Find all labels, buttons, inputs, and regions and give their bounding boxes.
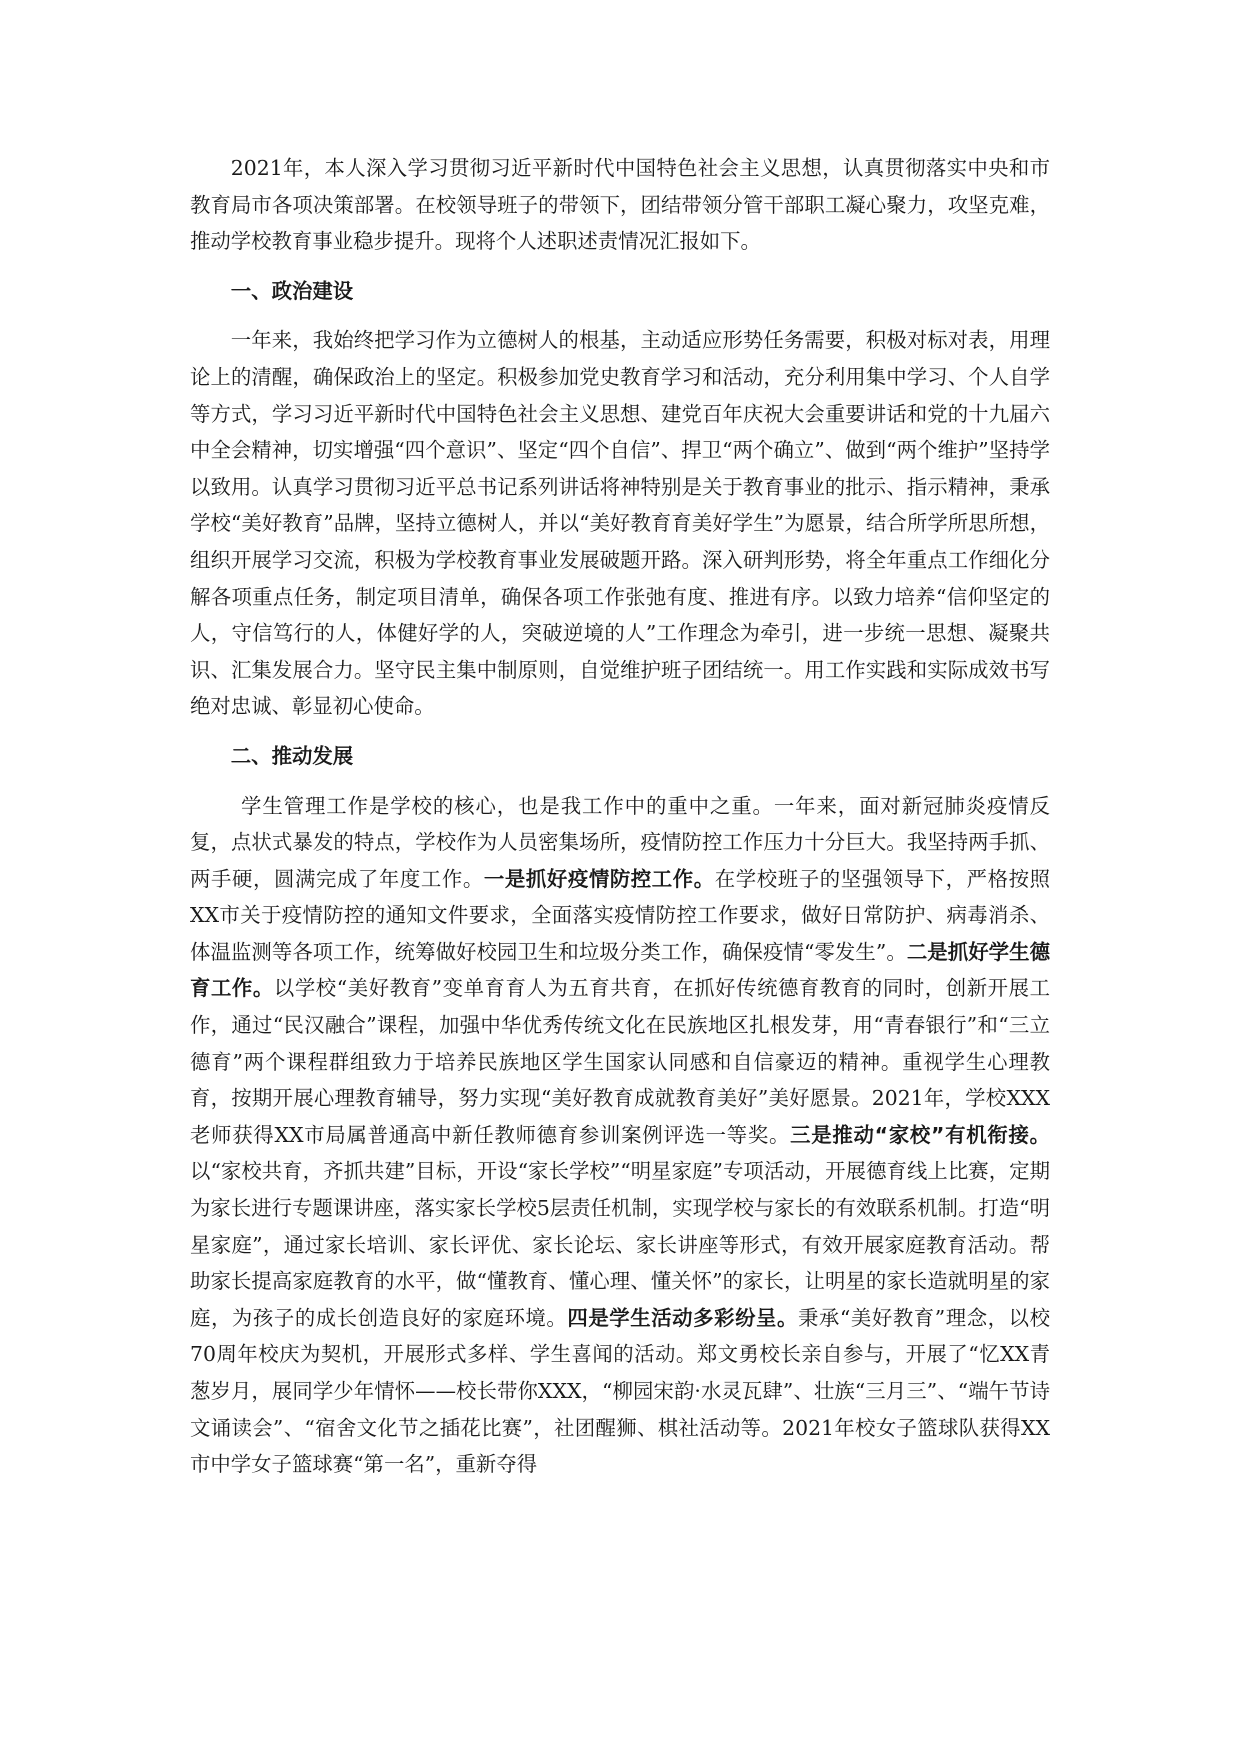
- development-text-5: 秉承“美好教育”理念，以校70周年校庆为契机，开展形式多样、学生喜闻的活动。郑文勇校长亲自参与，开展了“忆XX青葱岁月，展同学少年情怀——校长带你XXX，“柳园宋韵·水灵瓦肆”、壮族“三月三”、“端午节诗文诵读会”、“宿舍文化节之插花比赛”，社团醒狮、棋社活动等。2021年校女子篮球队获得XX市中学女子篮球赛“第一名”，重新夺得: [190, 1305, 1050, 1477]
- development-text-1: 学生管理工作是学校的核心，也是我工作中的重中之重。一年来，面对新冠肺炎疫情反复，点状式暴发的特点，学校作为人员密集场所，疫情防控工作压力十分巨大。我坚持两手抓、两手硬，圆满完成了年度工作。: [190, 793, 1050, 891]
- highlight-moral-education: 二是抓好学生德育工作。: [190, 939, 1050, 1001]
- section-heading-development: 二、推动发展: [230, 743, 354, 768]
- document-page: [190, 150, 1050, 1496]
- highlight-epidemic: 一是抓好疫情防控工作。: [483, 866, 715, 891]
- development-text-4: 以“家校共育，齐抓共建”目标，开设“家长学校”“明星家庭”专项活动，开展德育线上比赛，定期为家长进行专题课讲座，落实家长学校5层责任机制，实现学校与家长的有效联系机制。打造“明星家庭”，通过家长培训、家长评优、家长论坛、家长讲座等形式，有效开展家庭教育活动。帮助家长提高家庭教育的水平，做“懂教育、懂心理、懂关怀”的家长，让明星的家长造就明星的家庭，为孩子的成长创造良好的家庭环境。: [190, 1159, 1050, 1330]
- political-paragraph: 一年来，我始终把学习作为立德树人的根基，主动适应形势任务需要，积极对标对表，用理论上的清醒，确保政治上的坚定。积极参加党史教育学习和活动，充分利用集中学习、个人自学等方式，学习习近平新时代中国特色社会主义思想、建党百年庆祝大会重要讲话和党的十九届六中全会精神，切实增强“四个意识”、坚定“四个自信”、捍卫“两个确立”、做到“两个维护”坚持学以致用。认真学习贯彻习近平总书记系列讲话将神特别是关于教育事业的批示、指示精神，秉承学校“美好教育”品牌，坚持立德树人，并以“美好教育育美好学生”为愿景，结合所学所思所想，组织开展学习交流，积极为学校教育事业发展破题开路。深入研判形势，将全年重点工作细化分解各项重点任务，制定项目清单，确保各项工作张弛有度、推进有序。以致力培养“信仰坚定的人，守信笃行的人，体健好学的人，突破逆境的人”工作理念为牵引，进一步统一思想、凝聚共识、汇集发展合力。坚守民主集中制原则，自觉维护班子团结统一。用工作实践和实际成效书写绝对忠诚、彰显初心使命。: [190, 328, 1050, 719]
- development-paragraph: [190, 788, 1050, 1483]
- highlight-home-school: 三是推动“家校”有机衔接。: [790, 1122, 1051, 1147]
- intro-paragraph: 2021年，本人深入学习贯彻习近平新时代中国特色社会主义思想，认真贯彻落实中央和市教育局市各项决策部署。在校领导班子的带领下，团结带领分管干部职工凝心聚力，攻坚克难，推动学校教育事业稳步提升。现将个人述职述责情况汇报如下。: [190, 156, 1050, 254]
- development-text-3: 以学校“美好教育”变单育育人为五育共育，在抓好传统德育教育的同时，创新开展工作，通过“民汉融合”课程，加强中华优秀传统文化在民族地区扎根发芽，用“青春银行”和“三立德育”两个课程群组致力于培养民族地区学生国家认同感和自信豪迈的精神。重视学生心理教育，按期开展心理教育辅导，努力实现“美好教育成就教育美好”美好愿景。2021年，学校XXX老师获得XX市局属普通高中新任教师德育参训案例评选一等奖。: [190, 976, 1050, 1147]
- highlight-student-activities: 四是学生活动多彩纷呈。: [567, 1305, 798, 1330]
- section-heading-political: 一、政治建设: [230, 278, 354, 303]
- development-text-2: 在学校班子的坚强领导下，严格按照XX市关于疫情防控的通知文件要求，全面落实疫情防控工作要求，做好日常防护、病毒消杀、体温监测等各项工作，统筹做好校园卫生和垃圾分类工作，确保疫情“零发生”。: [190, 866, 1051, 964]
